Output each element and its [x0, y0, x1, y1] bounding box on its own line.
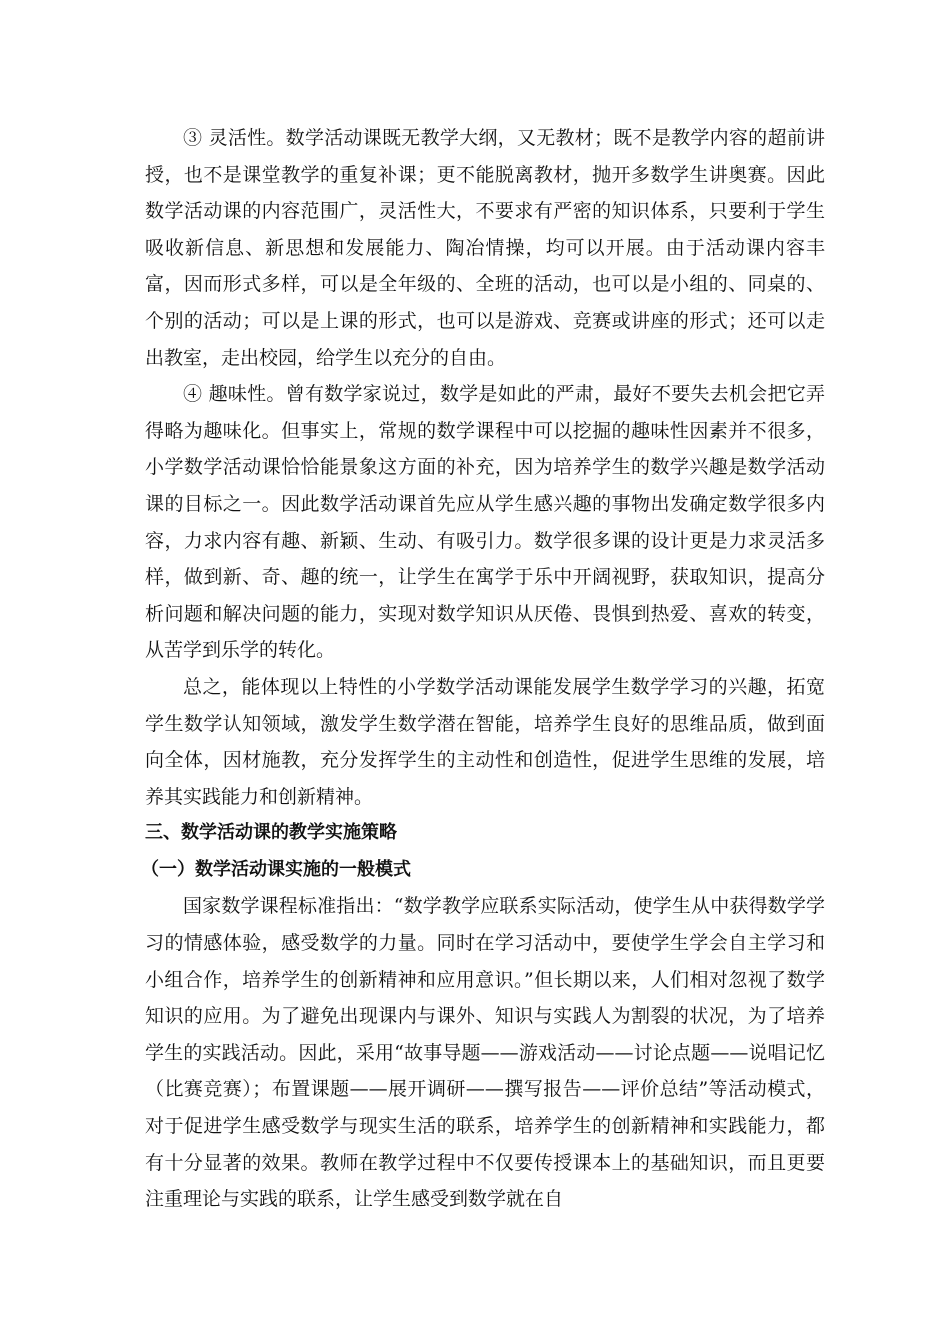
paragraph-interest: ④ 趣味性。曾有数学家说过，数学是如此的严肃，最好不要失去机会把它弄得略为趣味化。但事实上，常规的数学课程中可以挖掘的趣味性因素并不很多，小学数学活动课恰恰能景象这方面的补充，因为培养学生的数学兴趣是数学活动课的目标之一。因此数学活动课首先应从学生感兴趣的事物出发确定数学很多内容，力求内容有趣、新颖、生动、有吸引力。数学很多课的设计更是力求灵活多样，做到新、奇、趣的统一，让学生在寓学于乐中开阔视野，获取知识，提高分析问题和解决问题的能力，实现对数学知识从厌倦、畏惧到热爱、喜欢的转变，从苦学到乐学的转化。	[145, 383, 825, 662]
document-page	[141, 120, 825, 1218]
paragraph-summary: 总之，能体现以上特性的小学数学活动课能发展学生数学学习的兴趣，拓宽学生数学认知领域，激发学生数学潜在智能，培养学生良好的思维品质，做到面向全体，因材施教，充分发挥学生的主动性和创造性，促进学生思维的发展，培养其实践能力和创新精神。	[145, 675, 825, 808]
section-heading: 三、数学活动课的教学实施策略	[145, 822, 397, 844]
paragraph-curriculum-standard: 国家数学课程标准指出：“数学教学应联系实际活动，使学生从中获得数学学习的情感体验，感受数学的力量。同时在学习活动中，要使学生学会自主学习和小组合作，培养学生的创新精神和应用意识。”但长期以来，人们相对忽视了数学知识的应用。为了避免出现课内与课外、知识与实践人为割裂的状况，为了培养学生的实践活动。因此，采用“故事导题——游戏活动——讨论点题——说唱记忆（比赛竞赛）；布置课题——展开调研——撰写报告——评价总结”等活动模式，对于促进学生感受数学与现实生活的联系，培养学生的创新精神和实践能力，都有十分显著的效果。教师在教学过程中不仅要传授课本上的基础知识，而且更要注重理论与实践的联系，让学生感受到数学就在自	[145, 895, 825, 1211]
subsection-heading: （一）数学活动课实施的一般模式	[141, 858, 411, 880]
paragraph-flexibility: ③ 灵活性。数学活动课既无教学大纲，又无教材；既不是教学内容的超前讲授，也不是课堂教学的重复补课；更不能脱离教材，抛开多数学生讲奥赛。因此数学活动课的内容范围广，灵活性大，不要求有严密的知识体系，只要利于学生吸收新信息、新思想和发展能力、陶冶情操，均可以开展。由于活动课内容丰富，因而形式多样，可以是全年级的、全班的活动，也可以是小组的、同桌的、个别的活动；可以是上课的形式，也可以是游戏、竞赛或讲座的形式；还可以走出教室，走出校园，给学生以充分的自由。	[145, 127, 825, 369]
